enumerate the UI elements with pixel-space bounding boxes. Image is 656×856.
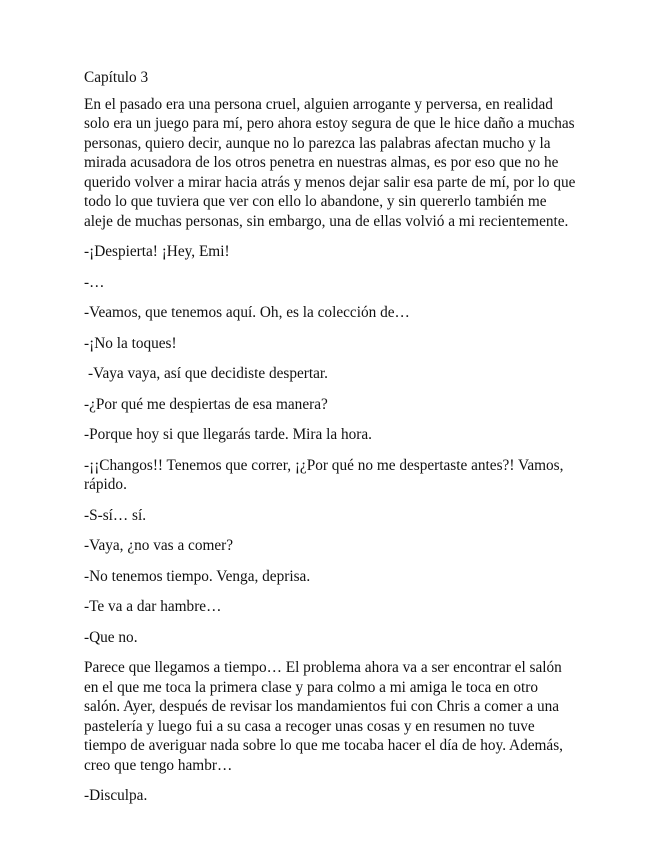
document-body [84, 68, 576, 817]
narrative-paragraph: En el pasado era una persona cruel, alguien arrogante y perversa, en realidad solo era un juego para mí, pero ahora estoy segura de que le hice daño a muchas personas, quiero decir, aunque no lo parezca las palabras afectan mucho y la mirada acusadora de los otros penetra en nuestras almas, es por eso que no he querido volver a mirar hacia atrás y menos dejar salir esa parte de mí, por lo que todo lo que tuviera que ver con ello lo abandone, y sin quererlo también me aleje de muchas personas, sin embargo, una de ellas volvió a mi recientemente. [84, 95, 576, 230]
dialogue-line: -S-sí… sí. [84, 506, 147, 524]
dialogue-line: -¿Por qué me despiertas de esa manera? [84, 395, 328, 413]
dialogue-line: -Vaya vaya, así que decidiste despertar. [88, 365, 328, 382]
dialogue-line: -¡No la toques! [84, 334, 177, 352]
dialogue-line: -Que no. [84, 628, 138, 646]
dialogue-line: -¡Despierta! ¡Hey, Emi! [84, 243, 230, 260]
dialogue-line: -Veamos, que tenemos aquí. Oh, es la colección de… [84, 304, 410, 321]
dialogue-line: -No tenemos tiempo. Venga, deprisa. [84, 567, 311, 585]
dialogue-line: -… [84, 273, 105, 291]
chapter-title: Capítulo 3 [84, 69, 149, 86]
dialogue-line: -Te va a dar hambre… [84, 598, 222, 615]
dialogue-line: -¡¡Changos!! Tenemos que correr, ¡¿Por qué no me despertaste antes?! Vamos, rápido. [84, 456, 564, 493]
dialogue-line: -Disculpa. [84, 787, 148, 804]
dialogue-line: -Vaya, ¿no vas a comer? [84, 537, 234, 554]
dialogue-line: -Porque hoy si que llegarás tarde. Mira la hora. [84, 426, 372, 443]
narrative-paragraph: Parece que llegamos a tiempo… El problema ahora va a ser encontrar el salón en el que me toca la primera clase y para colmo a mi amiga le toca en otro salón. Ayer, después de revisar los mandamientos fui con Chris a comer a una pastelería y luego fui a su casa a recoger unas cosas y en resumen no tuve tiempo de averiguar nada sobre lo que me tocaba hacer el día de hoy. Además, creo que tengo hambr… [84, 659, 563, 774]
